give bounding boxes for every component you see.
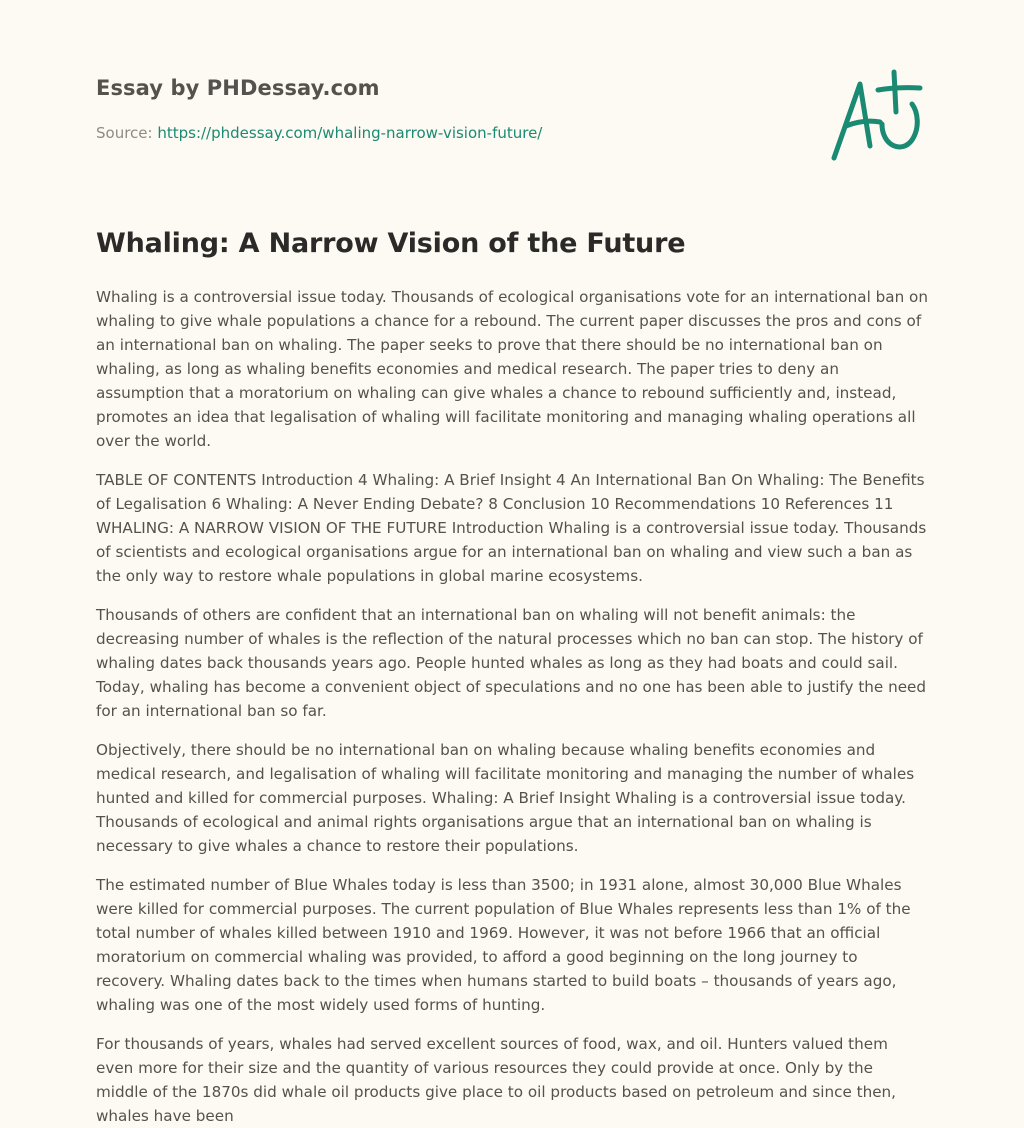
essay-body	[96, 285, 928, 1128]
source-link[interactable]: https://phdessay.com/whaling-narrow-vision-future/	[157, 124, 543, 142]
site-brand: Essay by PHDessay.com	[96, 76, 380, 100]
essay-paragraph: For thousands of years, whales had served excellent sources of food, wax, and oil. Hunters valued them even more for their size and the quantity of various resources they could provide at once. Only by the middle of the 1870s did whale oil products give place to oil products based on petroleum and since then, whales have been	[96, 1035, 897, 1125]
essay-paragraph: Objectively, there should be no international ban on whaling because whaling benefits economies and medical research, and legalisation of whaling will facilitate monitoring and managing the number of whales hunted and killed for commercial purposes. Whaling: A Brief Insight Whaling is a controversial issue today. Thousands of ecological and animal rights organisations argue that an international ban on whaling is necessary to give whales a chance to restore their populations.	[96, 741, 915, 855]
a-plus-grade-icon	[826, 66, 930, 166]
source-label: Source:	[96, 124, 158, 142]
essay-paragraph: TABLE OF CONTENTS Introduction 4 Whaling: A Brief Insight 4 An International Ban On Whaling: The Benefits of Legalisation 6 Whaling: A Never Ending Debate? 8 Conclusion 10 Recommendations 10 References 11 WHALING: A NARROW VISION OF THE FUTURE Introduction Whaling is a controversial issue today. Thousands of scientists and ecological organisations argue for an international ban on whaling and view such a ban as the only way to restore whale populations in global marine ecosystems.	[96, 471, 927, 585]
essay-paragraph: Thousands of others are confident that an international ban on whaling will not benefit animals: the decreasing number of whales is the reflection of the natural processes which no ban can stop. The history of whaling dates back thousands years ago. People hunted whales as long as they had boats and could sail. Today, whaling has become a convenient object of speculations and no one has been able to justify the need for an international ban so far.	[96, 606, 927, 720]
source-line	[96, 124, 542, 142]
essay-paragraph: The estimated number of Blue Whales today is less than 3500; in 1931 alone, almost 30,000 Blue Whales were killed for commercial purposes. The current population of Blue Whales represents less than 1% of the total number of whales killed between 1910 and 1969. However, it was not before 1966 that an official moratorium on commercial whaling was provided, to afford a good beginning on the long journey to recovery. Whaling dates back to the times when humans started to build boats – thousands of years ago, whaling was one of the most widely used forms of hunting.	[96, 876, 911, 1014]
site-header	[96, 0, 928, 200]
essay-paragraph: Whaling is a controversial issue today. Thousands of ecological organisations vote for an international ban on whaling to give whale populations a chance for a rebound. The current paper discusses the pros and cons of an international ban on whaling. The paper seeks to prove that there should be no international ban on whaling, as long as whaling benefits economies and medical research. The paper tries to deny an assumption that a moratorium on whaling can give whales a chance to rebound sufficiently and, instead, promotes an idea that legalisation of whaling will facilitate monitoring and managing whaling operations all over the world.	[96, 288, 928, 450]
essay-title: Whaling: A Narrow Vision of the Future	[96, 228, 686, 259]
